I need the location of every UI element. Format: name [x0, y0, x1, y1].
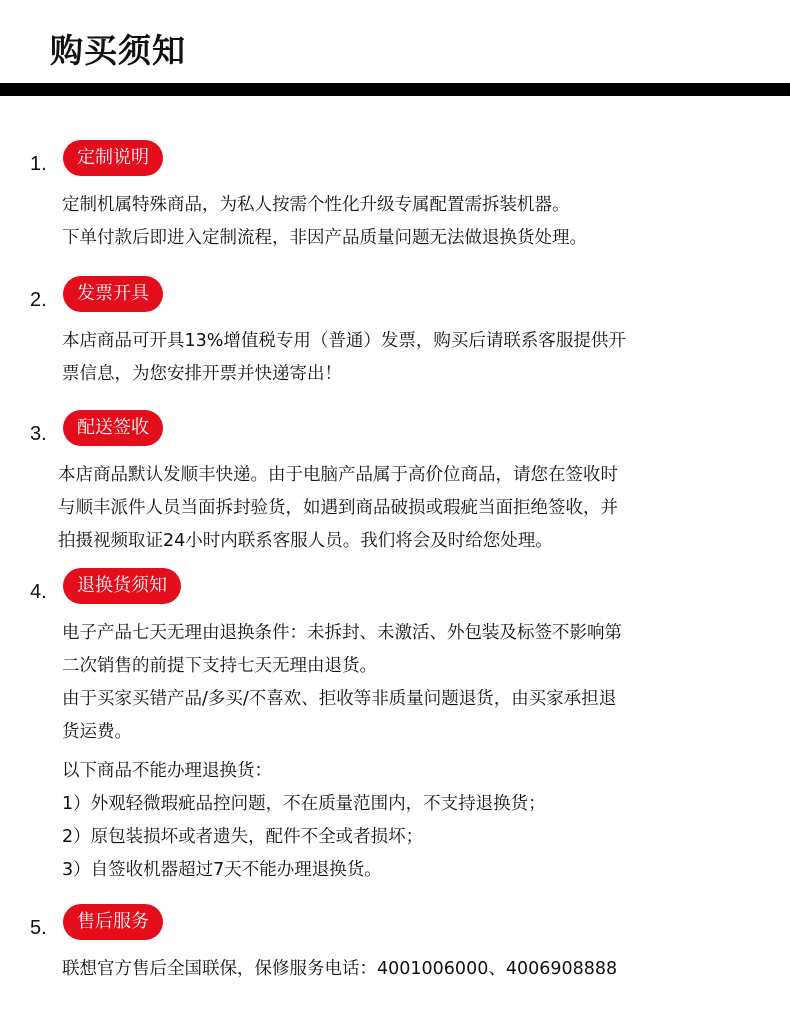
text-line: 货运费。 — [62, 722, 132, 742]
list-item: 2）原包装损坏或者遗失，配件不全或者损坏； — [62, 827, 424, 847]
section-heading-badge: 定制说明 — [63, 140, 163, 176]
text-line: 以下商品不能办理退换货： — [62, 761, 272, 781]
list-item: 3）自签收机器超过7天不能办理退换货。 — [62, 860, 382, 880]
text-line: 联想官方售后全国联保，保修服务电话：4001006000、4006908888 — [62, 959, 618, 979]
text-line: 本店商品默认发顺丰快递。由于电脑产品属于高价位商品，请您在签收时 — [58, 465, 618, 485]
section-body — [62, 325, 772, 391]
text-line: 拍摄视频取证24小时内联系客服人员。我们将会及时给您处理。 — [58, 531, 553, 551]
text-line: 电子产品七天无理由退换条件：未拆封、未激活、外包装及标签不影响第 — [62, 623, 622, 643]
text-line: 二次销售的前提下支持七天无理由退货。 — [62, 656, 377, 676]
section-number: 4. — [30, 581, 47, 603]
text-line: 与顺丰派件人员当面拆封验货，如遇到商品破损或瑕疵当面拒绝签收，并 — [58, 498, 618, 518]
text-line: 票信息，为您安排开票并快递寄出！ — [62, 364, 342, 384]
section-number: 5. — [30, 917, 47, 939]
text-line: 由于买家买错产品/多买/不喜欢、拒收等非质量问题退货，由买家承担退 — [62, 689, 617, 709]
section-heading-badge: 发票开具 — [63, 276, 163, 312]
section-heading-badge: 售后服务 — [63, 904, 163, 940]
text-line: 本店商品可开具13%增值税专用（普通）发票，购买后请联系客服提供开 — [62, 331, 626, 351]
section-heading-badge: 退换货须知 — [63, 568, 181, 604]
section-heading-badge: 配送签收 — [63, 410, 163, 446]
title-divider-bar — [0, 83, 790, 96]
text-line: 定制机属特殊商品，为私人按需个性化升级专属配置需拆装机器。 — [62, 195, 570, 215]
page-title: 购买须知 — [50, 31, 186, 70]
section-body — [62, 189, 772, 255]
section-body — [58, 459, 768, 558]
section-body — [62, 953, 772, 986]
section-number: 2. — [30, 289, 47, 311]
text-line: 下单付款后即进入定制流程，非因产品质量问题无法做退换货处理。 — [62, 228, 587, 248]
section-number: 1. — [30, 153, 47, 175]
section-body — [62, 617, 772, 887]
list-item: 1）外观轻微瑕疵品控问题，不在质量范围内，不支持退换货； — [62, 794, 546, 814]
section-number: 3. — [30, 423, 47, 445]
